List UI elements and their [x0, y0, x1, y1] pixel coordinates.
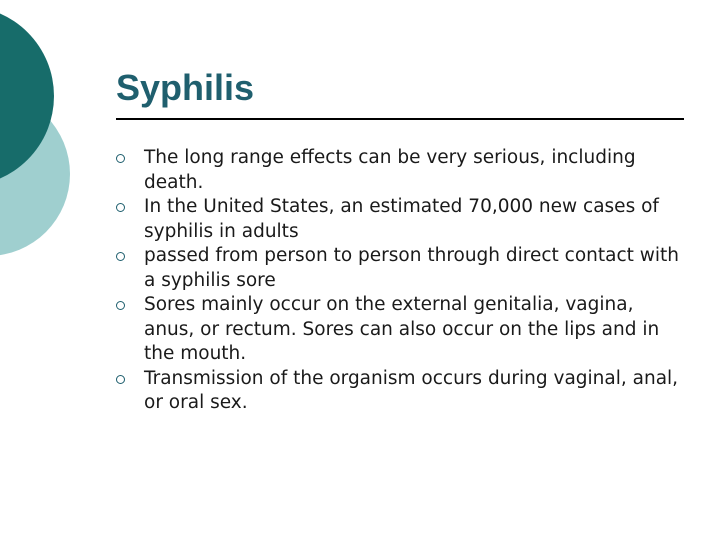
bullet-item — [116, 146, 686, 195]
bullet-item — [116, 293, 686, 367]
bullet-list — [116, 146, 686, 416]
bullet-text: The long range effects can be very serious, including death. — [144, 147, 636, 193]
circle-bullet-icon — [116, 154, 125, 163]
title-underline — [116, 118, 684, 120]
circle-bullet-icon — [116, 301, 125, 310]
slide-title: Syphilis — [116, 67, 255, 108]
bullet-text: Sores mainly occur on the external genitalia, vagina, anus, or rectum. Sores can also occur on the lips and in the mouth. — [144, 294, 660, 364]
bullet-text: passed from person to person through direct contact with a syphilis sore — [144, 245, 680, 291]
circle-bullet-icon — [116, 203, 125, 212]
decorative-circles — [0, 0, 110, 300]
bullet-item — [116, 244, 686, 293]
bullet-item — [116, 367, 686, 416]
bullet-item — [116, 195, 686, 244]
bullet-text: In the United States, an estimated 70,000 new cases of syphilis in adults — [144, 196, 659, 242]
circle-bullet-icon — [116, 375, 125, 384]
bullet-text: Transmission of the organism occurs during vaginal, anal, or oral sex. — [144, 367, 679, 413]
circle-bullet-icon — [116, 252, 125, 261]
